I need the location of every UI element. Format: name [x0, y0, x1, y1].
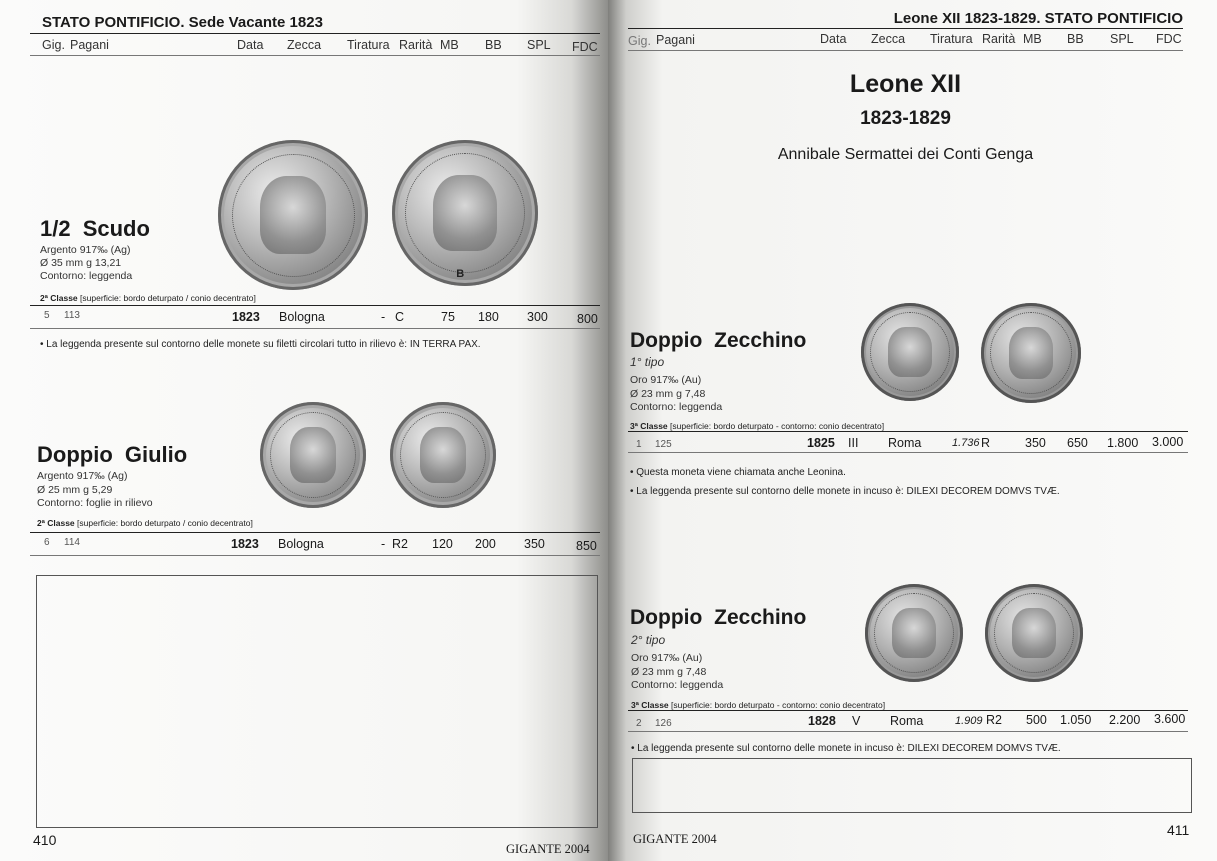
left-page [0, 0, 608, 861]
coin-reverse-image [985, 584, 1083, 682]
cell-tiratura: - [381, 310, 386, 324]
classe-label: 3ª Classe [630, 421, 668, 431]
cell-mb: 120 [432, 537, 453, 551]
mint-mark: B [456, 268, 465, 281]
coin-classe [37, 518, 253, 528]
coat-of-arms-motif [888, 327, 931, 378]
col-fdc: FDC [572, 40, 598, 54]
coin-size: Ø 35 mm g 13,21 [40, 257, 122, 269]
coin-edge: Contorno: leggenda [630, 401, 723, 413]
cell-tiratura: - [381, 537, 386, 551]
cell-mb: 75 [441, 310, 455, 324]
col-spl: SPL [1110, 32, 1134, 46]
classe-label: 2ª Classe [40, 293, 78, 303]
cell-mb: 350 [1025, 436, 1046, 450]
footer-title: GIGANTE 2004 [506, 842, 590, 856]
cell-fdc: 3.000 [1152, 435, 1184, 449]
coin-metal: Argento 917‰ (Ag) [37, 470, 128, 482]
coin-title: Doppio Zecchino [630, 606, 807, 629]
classe-detail: [superficie: bordo deturpato / conio decentrato] [80, 293, 256, 303]
col-fdc: FDC [1156, 32, 1182, 46]
column-rule [30, 55, 600, 56]
row-rule-top [30, 305, 600, 306]
cell-pagani: 114 [64, 537, 80, 548]
coin-title: 1/2 Scudo [40, 216, 150, 241]
row-rule-top [30, 532, 600, 533]
cell-mint: Bologna [278, 537, 324, 551]
col-rarita: Rarità [399, 38, 433, 52]
col-tiratura: Tiratura [347, 38, 390, 52]
cell-fdc: 850 [576, 539, 597, 553]
coin-title: Doppio Giulio [37, 442, 188, 467]
coin-reverse-image [390, 402, 496, 508]
cell-mint: Roma [888, 436, 922, 450]
cell-rarity: C [395, 310, 405, 324]
classe-label: 2ª Classe [37, 518, 75, 528]
classe-detail: [superficie: bordo deturpato / conio decentrato] [77, 518, 253, 528]
cell-date: 1825 [807, 436, 835, 450]
seated-figure-motif [1009, 327, 1053, 379]
col-data: Data [820, 32, 847, 46]
cell-pagani: 125 [655, 439, 672, 450]
cell-bb: 200 [475, 537, 496, 551]
cell-pagani: 126 [655, 718, 672, 729]
cell-gig: 5 [44, 310, 50, 321]
coin-size: Ø 23 mm g 7,48 [630, 388, 706, 400]
col-bb: BB [1067, 32, 1084, 46]
cell-date: 1823 [231, 537, 259, 551]
col-spl: SPL [527, 38, 551, 52]
coin-note: • La leggenda presente sul contorno delle monete in incuso è: DILEXI DECOREM DOMVS TVÆ. [631, 743, 1061, 754]
pope-birth-name: Annibale Sermattei dei Conti Genga [777, 146, 1034, 163]
row-rule-top [628, 431, 1188, 432]
dove-motif [420, 427, 467, 482]
coin-size: Ø 23 mm g 7,48 [631, 666, 707, 678]
col-data: Data [237, 38, 264, 52]
cell-spl: 350 [524, 537, 545, 551]
cell-year: III [848, 436, 859, 450]
note-text: Questa moneta viene chiamata anche Leonina. [636, 467, 846, 478]
coin-obverse-image [218, 140, 368, 290]
column-rule [628, 50, 1183, 51]
coin-metal: Oro 917‰ (Au) [631, 652, 703, 664]
cell-rarity: R2 [392, 537, 408, 551]
cell-spl: 2.200 [1109, 713, 1141, 727]
coin-classe [630, 421, 884, 431]
cell-gig: 1 [636, 439, 642, 450]
cell-mb: 500 [1026, 713, 1047, 727]
empty-frame [632, 758, 1192, 813]
coin-edge: Contorno: foglie in rilievo [37, 497, 153, 509]
pope-name: Leone XII [849, 70, 962, 98]
col-mb: MB [1023, 32, 1042, 46]
cell-pagani: 113 [64, 310, 80, 321]
note-text: La leggenda presente sul contorno delle monete su filetti circolari tutto in rilievo è: IN TERRA PAX. [46, 339, 481, 350]
col-mb: MB [440, 38, 459, 52]
col-pagani: Pagani [70, 38, 109, 52]
row-rule-bottom [30, 328, 600, 329]
footer-title: GIGANTE 2004 [633, 832, 717, 846]
cell-bb: 1.050 [1060, 713, 1092, 727]
coat-of-arms-motif [260, 176, 326, 254]
cell-year: V [852, 714, 861, 728]
portrait-motif [892, 608, 935, 659]
cell-tiratura: 1.736 [952, 437, 980, 449]
col-rarita: Rarità [982, 32, 1016, 46]
coin-note: • Questa moneta viene chiamata anche Leonina. [630, 467, 846, 478]
running-head: Leone XII 1823-1829. STATO PONTIFICIO [893, 10, 1183, 27]
cell-mint: Roma [890, 714, 924, 728]
coin-type: 2° tipo [631, 633, 666, 647]
page-number: 411 [1167, 822, 1190, 838]
cell-bb: 180 [478, 310, 499, 324]
right-page [608, 0, 1217, 861]
col-pagani: Pagani [656, 33, 695, 47]
row-rule-top [628, 710, 1188, 711]
note-text: La leggenda presente sul contorno delle monete in incuso è: DILEXI DECOREM DOMVS TVÆ. [636, 486, 1060, 497]
coin-metal: Oro 917‰ (Au) [630, 374, 702, 386]
cell-tiratura: 1.909 [955, 715, 983, 727]
classe-detail: [superficie: bordo deturpato - contorno: conio decentrato] [670, 421, 885, 431]
coin-reverse-image [392, 140, 538, 286]
standing-figure-motif [1012, 608, 1055, 659]
coin-obverse-image [260, 402, 366, 508]
coin-obverse-image [865, 584, 963, 682]
coin-type: 1° tipo [630, 355, 665, 369]
coin-note: • La leggenda presente sul contorno delle monete in incuso è: DILEXI DECOREM DOMVS TVÆ. [630, 486, 1060, 497]
cell-rarity: R2 [986, 713, 1002, 727]
page-number: 410 [33, 832, 57, 848]
col-zecca: Zecca [871, 32, 906, 46]
header-rule [30, 33, 600, 34]
coin-title: Doppio Zecchino [630, 329, 807, 352]
cell-fdc: 3.600 [1154, 712, 1186, 726]
pope-years: 1823-1829 [860, 108, 951, 129]
coin-classe [631, 700, 885, 710]
col-tiratura: Tiratura [930, 32, 973, 46]
cell-mint: Bologna [279, 310, 325, 324]
classe-label: 3ª Classe [631, 700, 669, 710]
cell-spl: 300 [527, 310, 548, 324]
coin-obverse-image [861, 303, 959, 401]
dove-motif [433, 175, 497, 251]
coin-reverse-image [981, 303, 1081, 403]
row-rule-bottom [30, 555, 600, 556]
note-text: La leggenda presente sul contorno delle monete in incuso è: DILEXI DECOREM DOMVS TVÆ. [637, 743, 1061, 754]
cell-rarity: R [981, 436, 991, 450]
header-rule [628, 28, 1183, 29]
row-rule-bottom [628, 452, 1188, 453]
col-bb: BB [485, 38, 502, 52]
cell-fdc: 800 [577, 312, 598, 326]
cell-date: 1823 [232, 310, 260, 324]
coin-classe [40, 293, 256, 303]
col-zecca: Zecca [287, 38, 322, 52]
cell-bb: 650 [1067, 436, 1088, 450]
cell-spl: 1.800 [1107, 436, 1139, 450]
classe-detail: [superficie: bordo deturpato - contorno: conio decentrato] [671, 700, 886, 710]
cell-gig: 6 [44, 537, 50, 548]
coin-edge: Contorno: leggenda [40, 270, 133, 282]
row-rule-bottom [628, 731, 1188, 732]
running-head: STATO PONTIFICIO. Sede Vacante 1823 [42, 14, 323, 31]
coin-edge: Contorno: leggenda [631, 679, 724, 691]
coat-of-arms-motif [290, 427, 337, 482]
cell-date: 1828 [808, 714, 836, 728]
coin-metal: Argento 917‰ (Ag) [40, 244, 131, 256]
coin-size: Ø 25 mm g 5,29 [37, 484, 113, 496]
coin-note: • La leggenda presente sul contorno delle monete su filetti circolari tutto in rilievo è: IN TERRA PAX. [40, 339, 481, 350]
cell-gig: 2 [636, 718, 642, 729]
col-gig: Gig. [42, 38, 65, 52]
col-gig: Gig. [628, 34, 651, 48]
empty-frame [36, 575, 598, 828]
